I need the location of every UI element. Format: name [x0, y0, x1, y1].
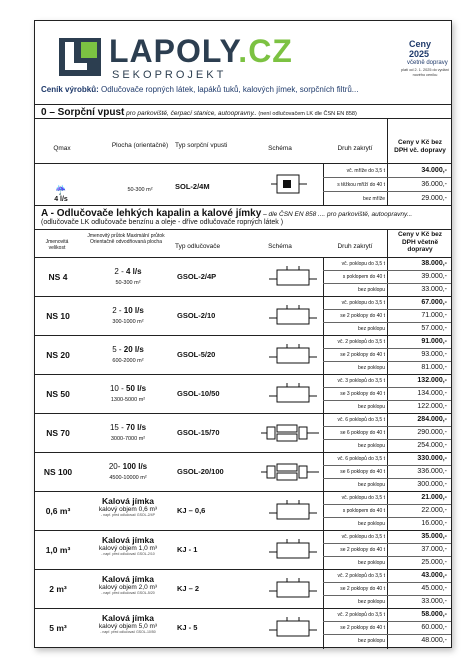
sludge-tank-volume: kalový objem 0,6 m³: [98, 506, 158, 513]
divider: [323, 478, 451, 479]
col-cover-a: Druh zakrytí: [337, 243, 373, 250]
separator-diagram: [261, 421, 321, 445]
price-value: 290.000,-: [417, 429, 447, 436]
size-label: 0,6 m³: [45, 506, 71, 516]
separator-diagram: [261, 460, 321, 484]
catalog-text: Odlučovače ropných látek, lapáků tuků, kalových jímek, sorpčních filtrů...: [98, 85, 359, 94]
size-label: NS 10: [46, 311, 70, 321]
catalog-line: [41, 85, 445, 94]
section-a-heading: A - Odlučovače lehkých kapalin a kalové jímky: [41, 208, 262, 219]
divider: [323, 543, 451, 544]
cover-option: s poklopem do 40 t: [342, 274, 385, 280]
divider: [323, 177, 451, 178]
sludge-tank-info: [83, 614, 173, 634]
drain-area: 300-1000 m²: [112, 319, 144, 325]
sludge-tank-note: - např. před odlučovač GSOL-10/50: [100, 630, 156, 634]
price-value: 35.000,-: [421, 533, 447, 540]
cover-option: se 2 poklopy do 40 t: [340, 547, 385, 553]
flow-max: 70 l/s: [126, 423, 147, 432]
separator-type: GSOL-10/50: [177, 389, 220, 398]
drain-area: 600-2000 m²: [112, 358, 144, 364]
flow-range: [83, 345, 173, 354]
divider: [323, 556, 451, 557]
section-0-heading: 0 – Sorpční vpust: [41, 107, 125, 118]
price-value: 336.000,-: [417, 468, 447, 475]
divider: [35, 491, 451, 492]
separator-type: KJ – 0,6: [177, 506, 206, 515]
cover-option: bez poklopu: [358, 482, 385, 488]
flow-range: [83, 423, 173, 432]
divider: [323, 361, 451, 362]
divider: [35, 452, 451, 453]
cover-option: bez poklopu: [358, 326, 385, 332]
price-value: 71.000,-: [421, 312, 447, 319]
size-label: NS 4: [48, 272, 68, 282]
sludge-tank-note: - např. před odlučovač GSOL-5/20: [101, 591, 155, 595]
price-value: 284.000,-: [417, 416, 447, 423]
price-value: 60.000,-: [421, 624, 447, 631]
separator-type: GSOL-5/20: [177, 350, 216, 359]
size-label: NS 20: [46, 350, 70, 360]
sorb-qmax: [41, 185, 81, 203]
sorb-qmax-value: 4 l/s: [54, 196, 68, 203]
sorb-inlet-diagram: [263, 171, 313, 197]
divider: [35, 374, 451, 375]
cover-option: bez poklopu: [358, 443, 385, 449]
divider: [35, 163, 451, 164]
cover-option: se 2 poklopy do 40 t: [340, 352, 385, 358]
section-0-norm-note: (není odlučovačem LK dle ČSN EN 858): [256, 111, 357, 117]
cover-option: bez poklopu: [358, 599, 385, 605]
flow-max: 20 l/s: [123, 345, 144, 354]
col-cover: Druh zakrytí: [337, 145, 373, 152]
cover-option: se 2 poklopy do 40 t: [340, 625, 385, 631]
sludge-tank-volume: kalový objem 5,0 m³: [98, 623, 158, 630]
price-value: 91.000,-: [421, 338, 447, 345]
price-value: 48.000,-: [421, 637, 447, 644]
col-qmax: Qmax: [53, 145, 71, 152]
price-value: 38.000,-: [421, 260, 447, 267]
separator-type: KJ - 5: [177, 623, 198, 632]
separator-diagram: [267, 499, 319, 523]
brand-name: [109, 35, 293, 67]
price-value: 22.000,-: [421, 507, 447, 514]
price-value: 67.000,-: [421, 299, 447, 306]
flow-range: [83, 267, 173, 276]
price-value: 81.000,-: [421, 364, 447, 371]
price-value: 33.000,-: [421, 598, 447, 605]
drain-area: 4500-10000 m²: [109, 475, 147, 481]
cover-option: se 6 poklopy do 40 t: [340, 430, 385, 436]
drain-area: 50-300 m²: [115, 280, 141, 286]
price-value: 93.000,-: [421, 351, 447, 358]
divider: [323, 504, 451, 505]
sludge-tank-name: Kalová jímka: [102, 496, 154, 506]
flow-min: 5 -: [112, 345, 124, 354]
sorb-cover-1: vč. mříže do 3,5 t: [346, 168, 385, 174]
section-0-extra: pro parkoviště, čerpací stanice, autoopravny..: [124, 110, 257, 117]
cover-option: vč. poklopu do 3,5 t: [341, 261, 385, 267]
cover-option: se 2 poklopy do 40 t: [340, 313, 385, 319]
brand-suffix: .CZ: [238, 33, 293, 69]
sorb-price-3: 29.000,-: [421, 195, 447, 202]
divider: [323, 387, 451, 388]
price-validity-note: platí od 2. 1. 2025 do vydání nového ceníku: [401, 68, 449, 77]
section-a-subtitle: (odlučovače LK odlučovače benzínu a oleje - dříve odlučovače ropných látek ): [41, 219, 284, 226]
divider: [323, 634, 451, 635]
separator-diagram: [267, 577, 319, 601]
flow-min: 15 -: [109, 423, 126, 432]
divider: [323, 595, 451, 596]
divider: [35, 257, 451, 258]
separator-diagram: [267, 304, 319, 328]
divider: [35, 413, 451, 414]
separator-diagram: [267, 538, 319, 562]
cover-option: vč. poklopu do 3,5 t: [341, 300, 385, 306]
separator-type: GSOL-2/10: [177, 311, 216, 320]
drain-area: 1300-5000 m²: [110, 397, 146, 403]
divider: [35, 608, 451, 609]
flow-max: 4 l/s: [125, 267, 142, 276]
col-scheme: Schéma: [268, 145, 292, 152]
col-price: Ceny v Kč bez DPH vč. dopravy: [394, 139, 446, 154]
divider: [323, 348, 451, 349]
divider: [323, 439, 451, 440]
size-label: NS 70: [46, 428, 70, 438]
divider: [323, 426, 451, 427]
cover-option: bez poklopu: [358, 287, 385, 293]
price-value: 134.000,-: [417, 390, 447, 397]
price-value: 33.000,-: [421, 286, 447, 293]
price-value: 57.000,-: [421, 325, 447, 332]
section-a-extra: – dle ČSN EN 858 .... pro parkoviště, autoopravny...: [261, 211, 413, 218]
sorb-price-1: 34.000,-: [421, 167, 447, 174]
size-label: 2 m³: [49, 584, 67, 594]
price-value: 45.000,-: [421, 585, 447, 592]
cover-option: se 2 poklopy do 40 t: [340, 586, 385, 592]
divider: [35, 569, 451, 570]
rain-icon: ☔: [55, 185, 67, 195]
size-label: 1,0 m³: [45, 545, 71, 555]
size-label: NS 50: [46, 389, 70, 399]
cover-option: bez poklopu: [358, 365, 385, 371]
price-value: 254.000,-: [417, 442, 447, 449]
sludge-tank-name: Kalová jímka: [102, 574, 154, 584]
col-scheme-a: Schéma: [268, 243, 292, 250]
divider: [35, 335, 451, 336]
price-value: 37.000,-: [421, 546, 447, 553]
sorb-cover-2: s těžkou mříží do 40 t: [337, 182, 385, 188]
catalog-label: Ceník výrobků:: [41, 85, 99, 94]
cover-option: vč. 6 poklopů do 3,5 t: [337, 456, 385, 462]
separator-type: KJ – 2: [177, 584, 200, 593]
flow-max: 10 l/s: [123, 306, 144, 315]
cover-option: vč. poklopu do 3,5 t: [341, 534, 385, 540]
separator-diagram: [267, 616, 319, 640]
flow-min: 2 -: [112, 306, 124, 315]
flow-range: [83, 462, 173, 471]
divider: [323, 283, 451, 284]
sludge-tank-volume: kalový objem 1,0 m³: [98, 545, 158, 552]
price-year-title: Ceny 2025: [409, 39, 432, 59]
sorb-cover-3: bez mříže: [363, 196, 385, 202]
cover-option: bez poklopu: [358, 638, 385, 644]
flow-max: 50 l/s: [126, 384, 147, 393]
brand-main: LAPOLY: [109, 33, 239, 69]
divider: [35, 296, 451, 297]
sorb-type: SOL-2/4M: [175, 182, 210, 191]
col-sorb-type: Typ sorpční vpusti: [175, 142, 228, 149]
price-value: 25.000,-: [421, 559, 447, 566]
flow-range: [83, 384, 173, 393]
separator-type: GSOL-2/4P: [177, 272, 217, 281]
price-value: 39.000,-: [421, 273, 447, 280]
size-label: NS 100: [43, 467, 73, 477]
divider: [323, 191, 451, 192]
sorb-area: 50-300 m²: [127, 187, 153, 193]
brand-subtitle: SEKOPROJEKT: [112, 69, 227, 81]
sludge-tank-info: [83, 536, 173, 556]
cover-option: bez poklopu: [358, 404, 385, 410]
flow-min: 10 -: [109, 384, 126, 393]
divider: [323, 322, 451, 323]
cover-option: vč. 2 poklopů do 3,5 t: [337, 573, 385, 579]
sludge-tank-info: [83, 497, 173, 517]
cover-option: s poklopem do 40 t: [342, 508, 385, 514]
divider: [323, 465, 451, 466]
col-price-a: Ceny v Kč bez DPH včetně dopravy: [397, 231, 443, 253]
col-size: Jmenovitá velikost: [45, 239, 69, 251]
sludge-tank-note: - např. před odlučovač GSOL-2/4P: [101, 513, 155, 517]
divider: [323, 582, 451, 583]
separator-diagram: [267, 382, 319, 406]
cover-option: se 3 poklopy do 40 t: [340, 391, 385, 397]
divider: [323, 257, 324, 649]
price-value: 300.000,-: [417, 481, 447, 488]
divider: [323, 270, 451, 271]
price-value: 16.000,-: [421, 520, 447, 527]
divider: [323, 621, 451, 622]
separator-type: GSOL-15/70: [177, 428, 220, 437]
size-label: 5 m³: [49, 623, 67, 633]
price-value: 21.000,-: [421, 494, 447, 501]
sludge-tank-volume: kalový objem 2,0 m³: [98, 584, 158, 591]
cover-option: vč. 3 poklopů do 3,5 t: [337, 378, 385, 384]
cover-option: vč. 2 poklopů do 3,5 t: [337, 612, 385, 618]
price-value: 43.000,-: [421, 572, 447, 579]
divider: [35, 530, 451, 531]
separator-diagram: [267, 343, 319, 367]
divider: [35, 118, 451, 119]
price-value: 330.000,-: [417, 455, 447, 462]
col-separator-type: Typ odlučovače: [175, 243, 221, 250]
flow-min: 20-: [108, 462, 123, 471]
divider: [323, 163, 324, 205]
flow-min: 2 -: [114, 267, 126, 276]
header: [35, 21, 451, 79]
divider: [323, 309, 451, 310]
cover-option: se 6 poklopy do 40 t: [340, 469, 385, 475]
separator-type: GSOL-20/100: [177, 467, 224, 476]
separator-type: KJ - 1: [177, 545, 198, 554]
price-list-sheet: [34, 20, 452, 648]
price-value: 122.000,-: [417, 403, 447, 410]
col-area: Plocha (orientačně): [111, 142, 169, 149]
col-flow: Jmenovitý průtok Maximální průtok Orientačně odvodňovaná plocha: [87, 233, 165, 245]
sludge-tank-note: - např. před odlučovač GSOL-2/10: [101, 552, 155, 556]
cover-option: bez poklopu: [358, 560, 385, 566]
separator-diagram: [267, 265, 319, 289]
sludge-tank-name: Kalová jímka: [102, 613, 154, 623]
cover-option: vč. 6 poklopů do 3,5 t: [337, 417, 385, 423]
price-value: 58.000,-: [421, 611, 447, 618]
cover-option: bez poklopu: [358, 521, 385, 527]
flow-max: 100 l/s: [122, 462, 148, 471]
cover-option: vč. poklopu do 3,5 t: [341, 495, 385, 501]
divider: [35, 229, 451, 230]
lapoly-logo-icon: [59, 38, 101, 76]
sludge-tank-name: Kalová jímka: [102, 535, 154, 545]
divider: [323, 517, 451, 518]
divider: [323, 400, 451, 401]
cover-option: vč. 2 poklopů do 3,5 t: [337, 339, 385, 345]
sludge-tank-info: [83, 575, 173, 595]
drain-area: 3000-7000 m²: [110, 436, 146, 442]
price-value: 132.000,-: [417, 377, 447, 384]
price-vat-note: včetně dopravy: [407, 60, 448, 66]
sorb-price-2: 36.000,-: [421, 181, 447, 188]
flow-range: [83, 306, 173, 315]
